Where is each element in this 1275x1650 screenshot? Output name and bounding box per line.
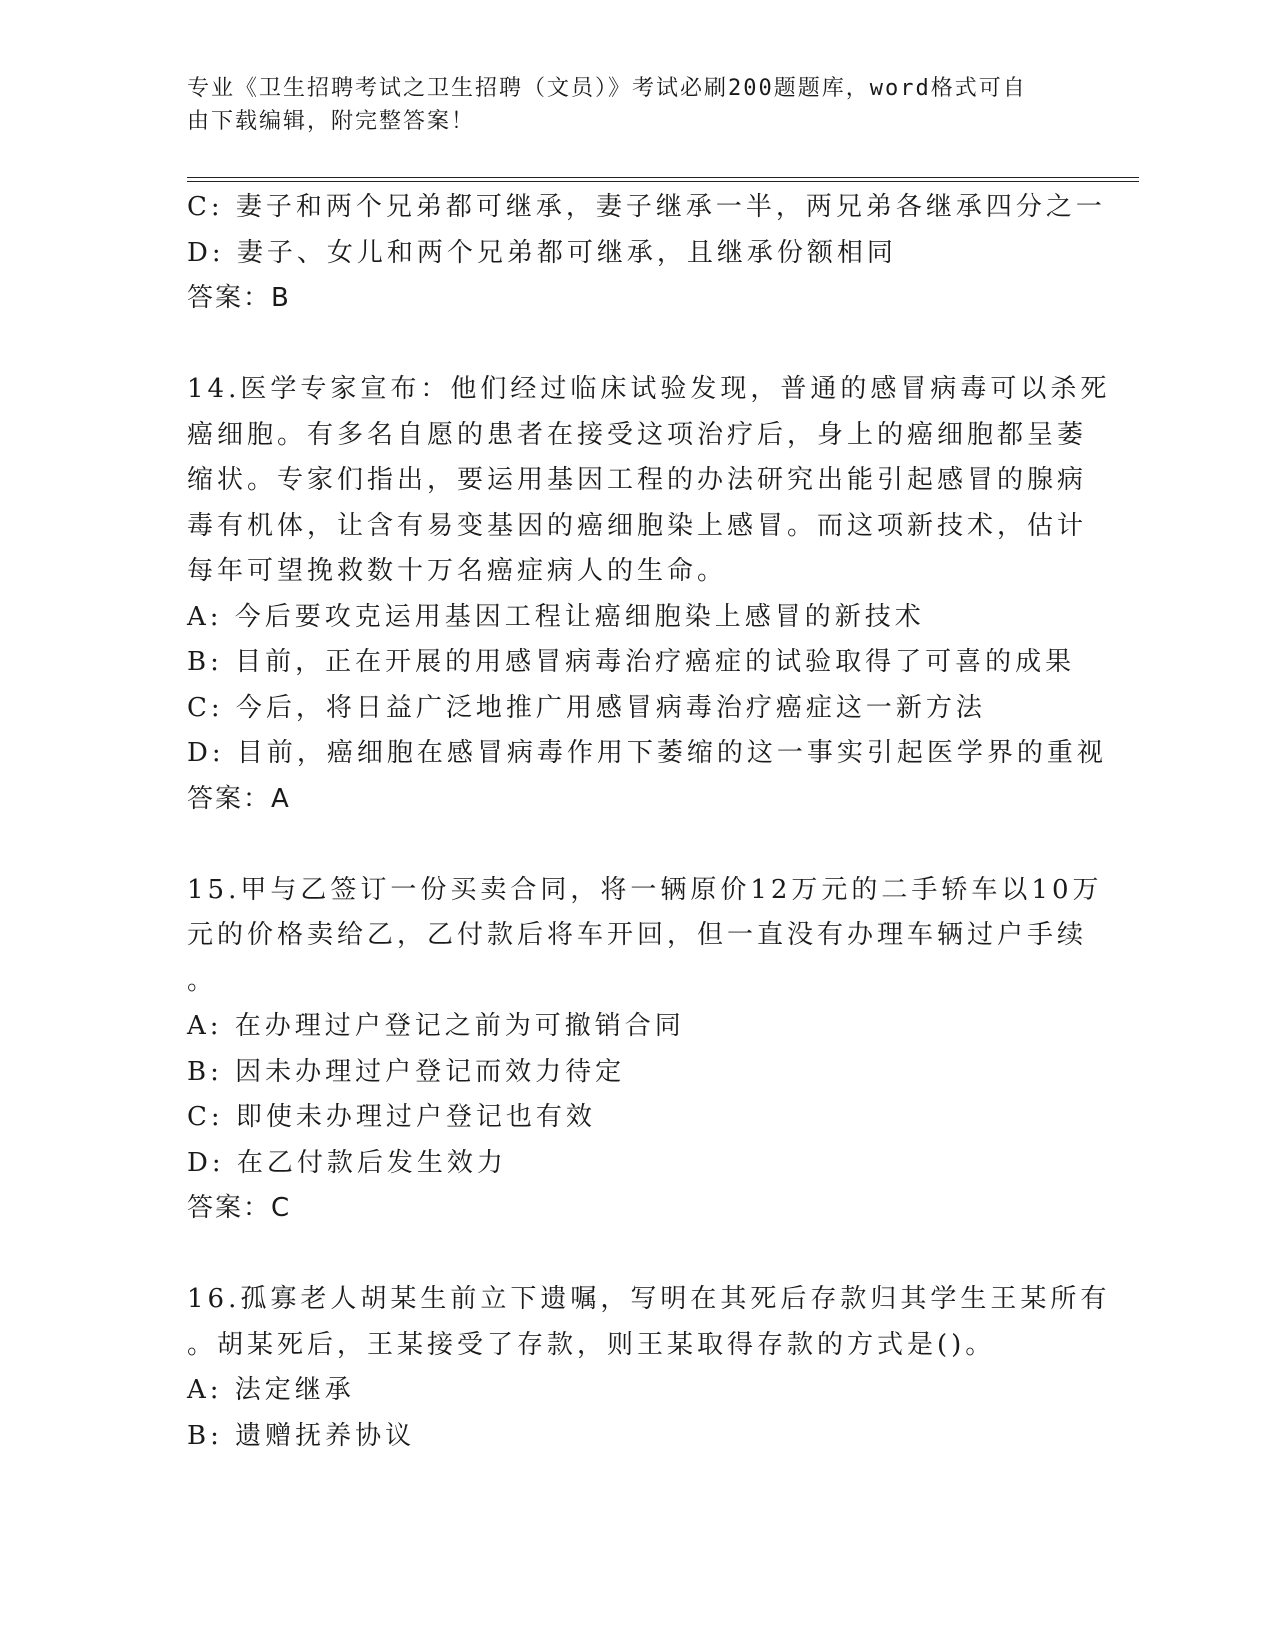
spacer bbox=[187, 322, 1087, 368]
question-text-line: 。胡某死后，王某接受了存款，则王某取得存款的方式是()。 bbox=[187, 1329, 996, 1360]
option-a: A: 法定继承 bbox=[187, 1375, 355, 1405]
question-text-line: 每年可望挽救数十万名癌症病人的生命。 bbox=[187, 556, 728, 586]
option-d: D: 目前，癌细胞在感冒病毒作用下萎缩的这一事实引起医学界的重视 bbox=[187, 738, 1107, 768]
option-a: A: 在办理过户登记之前为可撤销合同 bbox=[187, 1011, 685, 1041]
question-16 bbox=[187, 1277, 1111, 1459]
option-b: B: 因未办理过户登记而效力待定 bbox=[187, 1056, 626, 1087]
question-text-line: 缩状。专家们指出，要运用基因工程的办法研究出能引起感冒的腺病 bbox=[187, 465, 1088, 495]
answer-label: 答案：A bbox=[187, 783, 291, 814]
question-14 bbox=[187, 367, 1111, 822]
question-13-tail bbox=[187, 185, 1106, 322]
answer-label: 答案：B bbox=[187, 283, 291, 313]
option-c: C: 今后，将日益广泛地推广用感冒病毒治疗癌症这一新方法 bbox=[187, 692, 986, 723]
question-text-line: 。 bbox=[187, 965, 218, 996]
header-divider bbox=[187, 177, 1139, 182]
question-list bbox=[187, 185, 1111, 1459]
question-15 bbox=[187, 868, 1103, 1232]
question-text-line: 毒有机体，让含有易变基因的癌细胞染上感冒。而这项新技术，估计 bbox=[187, 510, 1088, 541]
answer-label: 答案：C bbox=[187, 1193, 292, 1223]
spacer bbox=[187, 822, 1087, 868]
header-line-2: 由下载编辑，附完整答案！ bbox=[187, 109, 476, 134]
document-header bbox=[187, 72, 1087, 138]
question-text-line: 15.甲与乙签订一份买卖合同，将一辆原价12万元的二手轿车以10万 bbox=[187, 874, 1103, 905]
option-a: A: 今后要攻克运用基因工程让癌细胞染上感冒的新技术 bbox=[187, 601, 925, 632]
question-text-line: 癌细胞。有多名自愿的患者在接受这项治疗后，身上的癌细胞都呈萎 bbox=[187, 419, 1088, 450]
option-d: D: 妻子、女儿和两个兄弟都可继承，且继承份额相同 bbox=[187, 237, 897, 268]
option-b: B: 目前，正在开展的用感冒病毒治疗癌症的试验取得了可喜的成果 bbox=[187, 647, 1076, 677]
question-text-line: 14.医学专家宣布：他们经过临床试验发现，普通的感冒病毒可以杀死 bbox=[187, 374, 1111, 404]
question-text-line: 16.孤寡老人胡某生前立下遗嘱，写明在其死后存款归其学生王某所有 bbox=[187, 1284, 1111, 1314]
option-d: D: 在乙付款后发生效力 bbox=[187, 1147, 507, 1178]
question-text-line: 元的价格卖给乙，乙付款后将车开回，但一直没有办理车辆过户手续 bbox=[187, 920, 1088, 950]
spacer bbox=[187, 1232, 1087, 1278]
option-b: B: 遗赠抚养协议 bbox=[187, 1420, 416, 1451]
option-c: C: 即使未办理过户登记也有效 bbox=[187, 1102, 596, 1132]
option-c: C: 妻子和两个兄弟都可继承，妻子继承一半，两兄弟各继承四分之一 bbox=[187, 192, 1106, 222]
header-line-1: 专业《卫生招聘考试之卫生招聘（文员）》考试必刷200题题库，word格式可自 bbox=[187, 76, 1027, 101]
